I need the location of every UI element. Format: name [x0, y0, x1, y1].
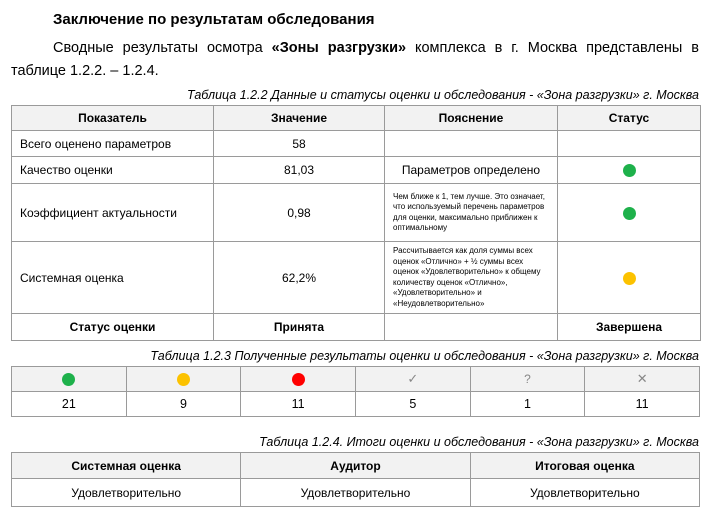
footer-status-cell: Завершена [558, 314, 701, 341]
value-cell: Удовлетворительно [470, 479, 699, 507]
note-cell: Параметров определено [385, 157, 558, 184]
table-row [12, 242, 701, 314]
cross-cell [585, 367, 700, 392]
table-row [12, 479, 700, 507]
red-dot-cell [241, 367, 356, 392]
indicator-cell: Коэффициент актуальности [12, 184, 214, 242]
status-cell [558, 184, 701, 242]
results-summary-table [11, 366, 700, 417]
footer-value-cell: Принята [214, 314, 385, 341]
green-status-icon [623, 207, 636, 220]
count-cell: 9 [126, 392, 241, 417]
red-dot-icon [292, 373, 305, 386]
column-header: Итоговая оценка [470, 453, 699, 479]
count-cell: 5 [355, 392, 470, 417]
indicator-cell: Всего оценено параметров [12, 131, 214, 157]
intro-text-after: комплекса в г. Москва представлены в таблице 1.2.2. – 1.2.4. [11, 40, 699, 79]
yellow-dot-icon [177, 373, 190, 386]
value-cell: 0,98 [214, 184, 385, 242]
table3-caption: Таблица 1.2.4. Итоги оценки и обследования - «Зона разгрузки» г. Москва [259, 435, 699, 449]
table-row [12, 131, 701, 157]
assessment-status-table [11, 105, 701, 341]
cross-icon: ✕ [636, 371, 648, 386]
indicator-cell: Системная оценка [12, 242, 214, 314]
intro-paragraph [11, 37, 699, 83]
table1-caption: Таблица 1.2.2 Данные и статусы оценки и обследования - «Зона разгрузки» г. Москва [186, 88, 699, 102]
count-cell: 11 [241, 392, 356, 417]
status-cell [558, 242, 701, 314]
indicator-cell: Качество оценки [12, 157, 214, 184]
column-header: Значение [214, 106, 385, 131]
value-cell: Удовлетворительно [241, 479, 470, 507]
count-cell: 1 [470, 392, 585, 417]
green-dot-cell [12, 367, 127, 392]
check-icon: ✓ [407, 371, 419, 386]
green-dot-icon [62, 373, 75, 386]
status-cell [558, 157, 701, 184]
question-icon: ? [524, 372, 531, 386]
table-header-row [12, 453, 700, 479]
count-cell: 21 [12, 392, 127, 417]
column-header: Аудитор [241, 453, 470, 479]
check-cell [355, 367, 470, 392]
table-row [12, 184, 701, 242]
value-cell: 62,2% [214, 242, 385, 314]
column-header: Пояснение [385, 106, 558, 131]
green-status-icon [623, 164, 636, 177]
table2-caption: Таблица 1.2.3 Полученные результаты оценки и обследования - «Зона разгрузки» г. Москва [150, 349, 699, 363]
note-cell [385, 131, 558, 157]
status-cell [558, 131, 701, 157]
yellow-status-icon [623, 272, 636, 285]
footer-note-cell [385, 314, 558, 341]
table-footer-row [12, 314, 701, 341]
intro-text-bold: «Зоны разгрузки» [271, 40, 407, 56]
yellow-dot-cell [126, 367, 241, 392]
column-header: Статус [558, 106, 701, 131]
note-cell: Рассчитывается как доля суммы всех оценок «Отлично» + ½ суммы всех оценок «Удовлетворительно» к общему количеству оценок «Отлично», «Удовлетворительно» и «Неудовлетворительно» [385, 242, 558, 314]
section-heading: Заключение по результатам обследования [53, 11, 375, 28]
table-row [12, 157, 701, 184]
intro-text-before: Сводные результаты осмотра [53, 40, 272, 56]
count-row [12, 392, 700, 417]
column-header: Системная оценка [12, 453, 241, 479]
column-header: Показатель [12, 106, 214, 131]
final-results-table [11, 452, 700, 507]
table-header-row [12, 106, 701, 131]
footer-label-cell: Статус оценки [12, 314, 214, 341]
value-cell: 81,03 [214, 157, 385, 184]
note-cell: Чем ближе к 1, тем лучше. Это означает, что используемый перечень параметров для оценки, максимально приближен к оптимальному [385, 184, 558, 242]
value-cell: 58 [214, 131, 385, 157]
question-cell [470, 367, 585, 392]
count-cell: 11 [585, 392, 700, 417]
icon-row [12, 367, 700, 392]
value-cell: Удовлетворительно [12, 479, 241, 507]
